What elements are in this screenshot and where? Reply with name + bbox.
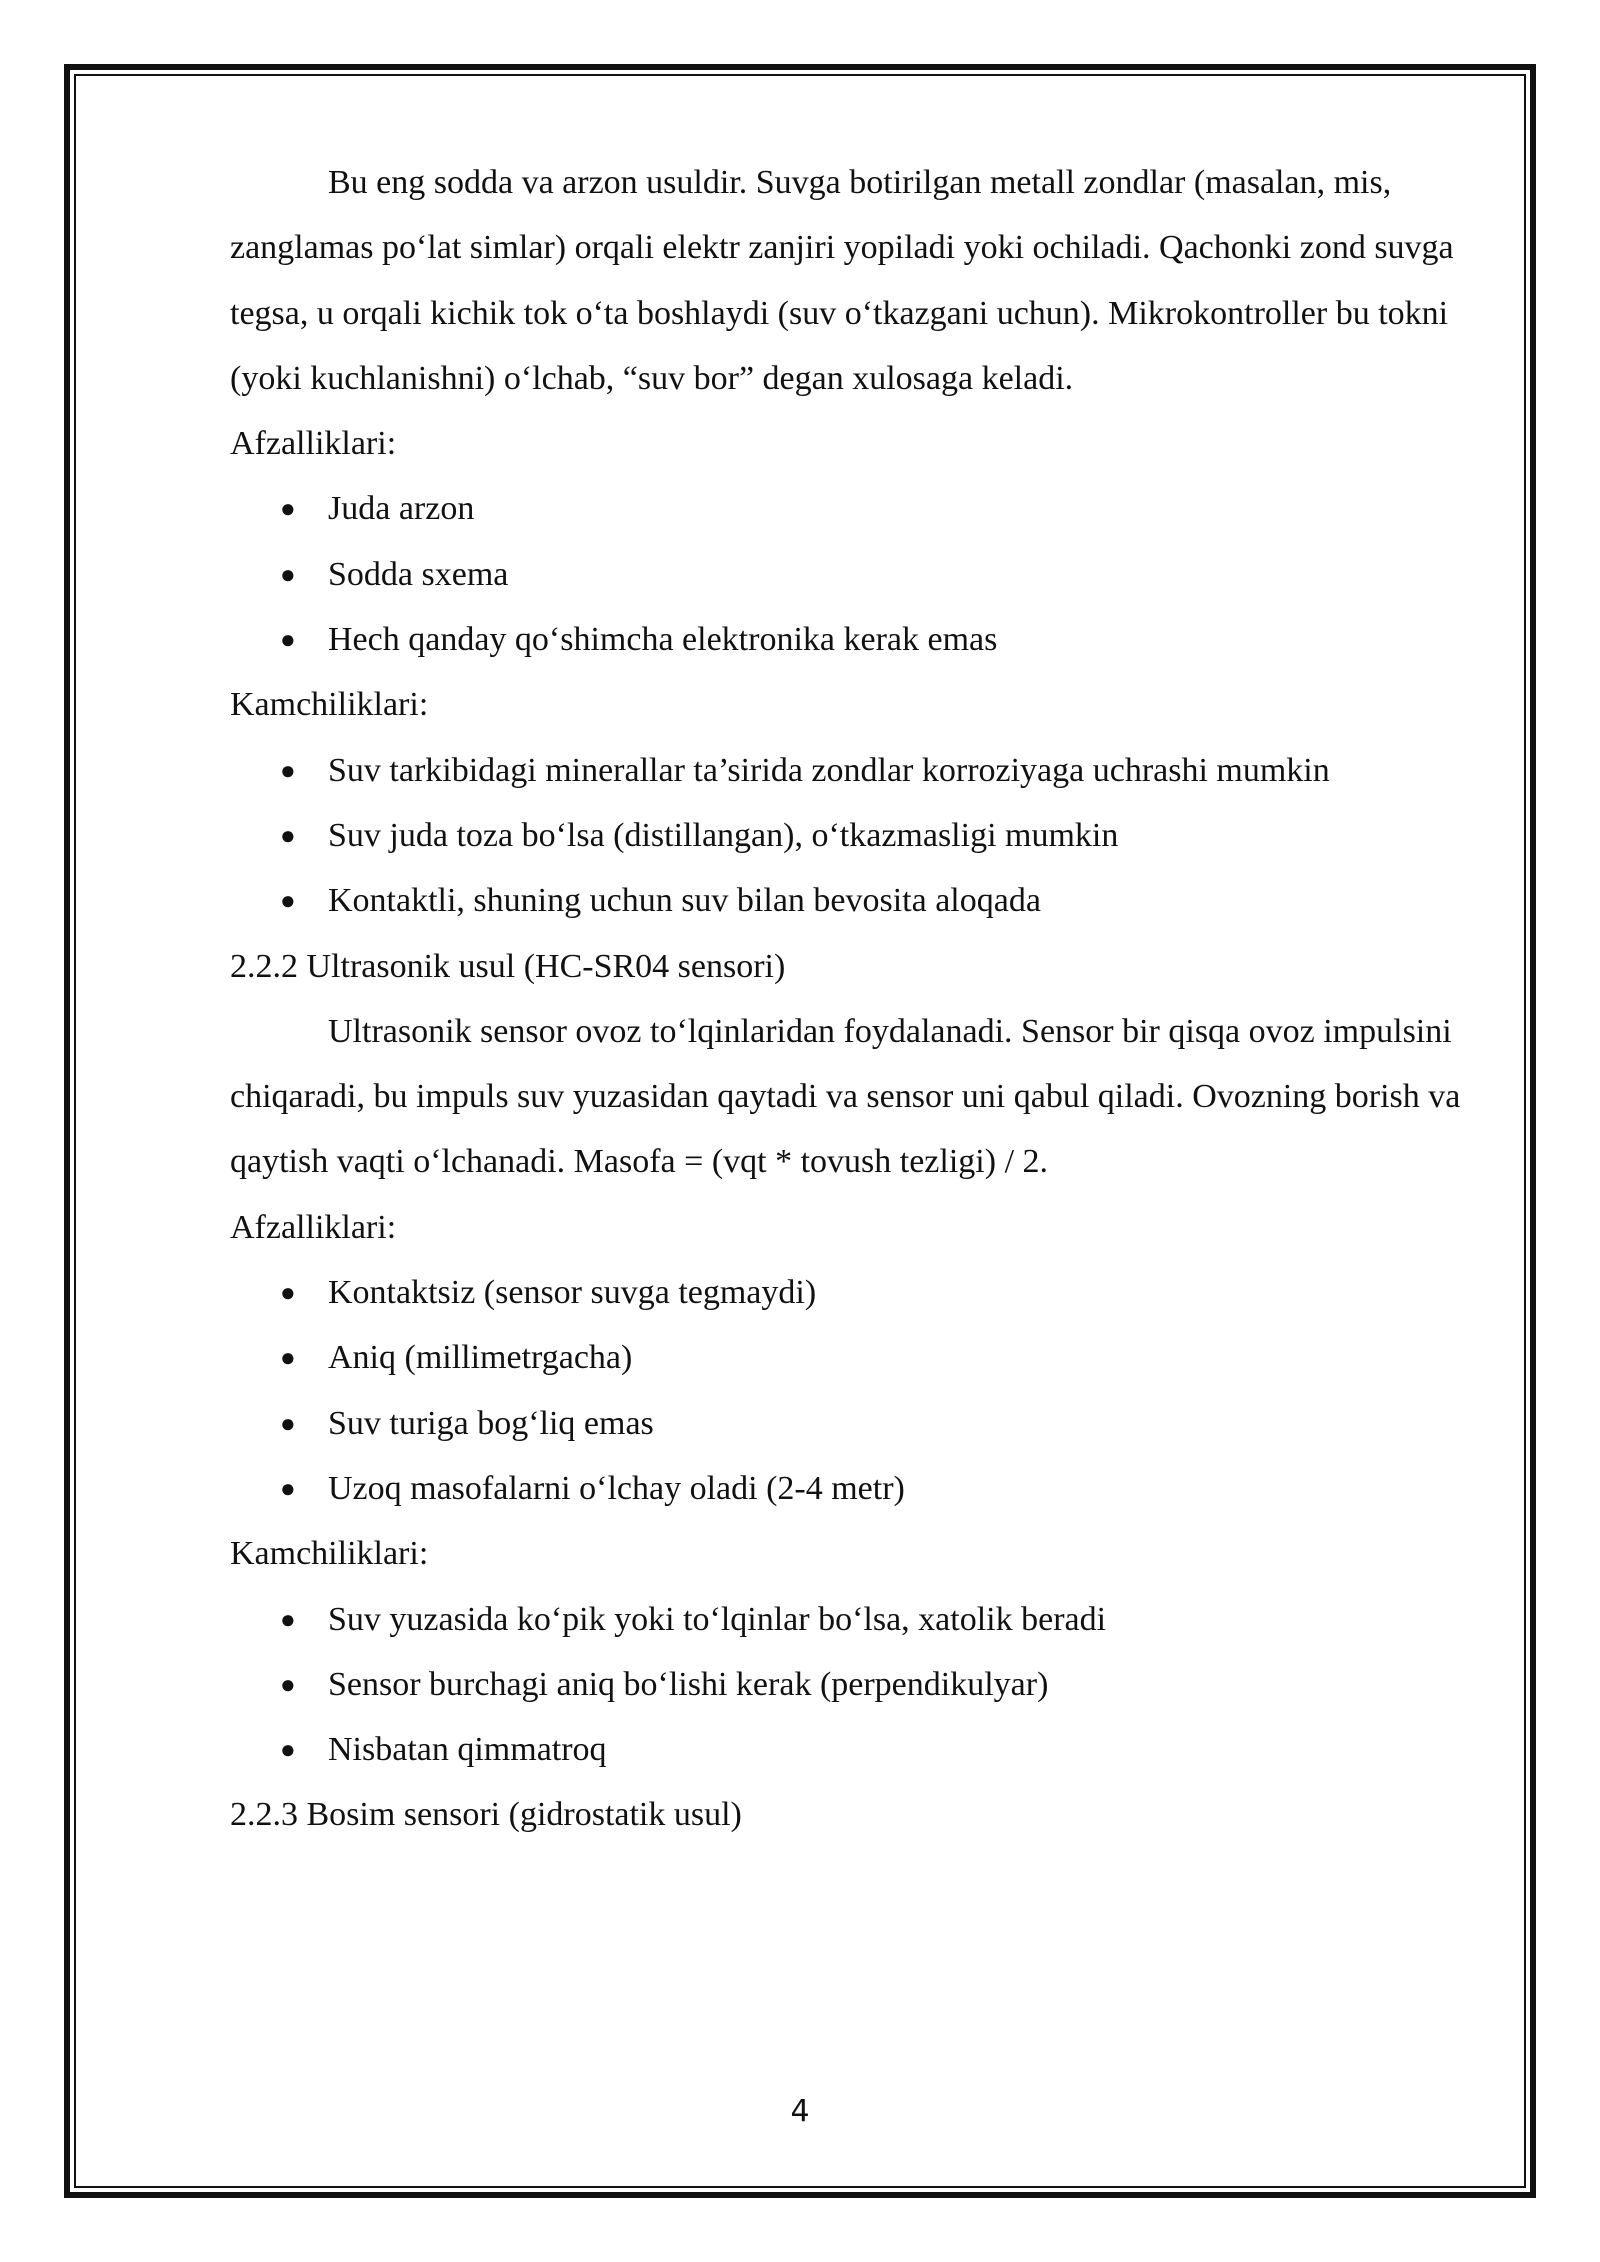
list-item: ● Kontaktsiz (sensor suvga tegmaydi) — [230, 1260, 1520, 1325]
advantages-list — [230, 1260, 1520, 1521]
disadvantages-list — [230, 738, 1520, 934]
disadvantages-label: Kamchiliklari: — [230, 1535, 429, 1573]
bullet-icon: ● — [280, 494, 296, 524]
bullet-icon: ● — [280, 1669, 296, 1699]
bullet-icon: ● — [280, 1604, 296, 1634]
bullet-icon: ● — [280, 755, 296, 785]
list-item: ● Sodda sxema — [230, 542, 1520, 607]
list-item: ● Uzoq masofalarni o‘lchay oladi (2-4 metr) — [230, 1456, 1520, 1521]
section-heading-2-2-3: 2.2.3 Bosim sensori (gidrostatik usul) — [230, 1796, 742, 1834]
bullet-icon: ● — [280, 625, 296, 655]
advantages-list — [230, 476, 1520, 672]
list-item: ● Suv tarkibidagi minerallar ta’sirida zondlar korroziyaga uchrashi mumkin — [230, 738, 1520, 803]
list-item: ● Suv turiga bog‘liq emas — [230, 1391, 1520, 1456]
page-content — [230, 150, 1520, 1848]
list-item: ● Aniq (millimetrgacha) — [230, 1325, 1520, 1390]
list-item: ● Kontaktli, shuning uchun suv bilan bevosita aloqada — [230, 868, 1520, 933]
bullet-icon: ● — [280, 1278, 296, 1308]
advantages-label: Afzalliklari: — [230, 425, 397, 463]
bullet-icon: ● — [280, 886, 296, 916]
list-item: ● Hech qanday qo‘shimcha elektronika kerak emas — [230, 607, 1520, 672]
section-heading-2-2-2: 2.2.2 Ultrasonik usul (HC-SR04 sensori) — [230, 947, 786, 985]
intro-paragraph: Bu eng sodda va arzon usuldir. Suvga botirilgan metall zondlar (masalan, mis, zanglamas po‘lat simlar) orqali elektr zanjiri yopiladi yoki ochiladi. Qachonki zond suvga tegsa, u orqali kichik tok o‘ta boshlaydi (suv o‘tkazgani uchun). Mikrokontroller bu tokni (yoki kuchlanishni) o‘lchab, “suv bor” degan xulosaga keladi. — [230, 164, 1454, 397]
ultrasonic-paragraph: Ultrasonik sensor ovoz to‘lqinlaridan foydalanadi. Sensor bir qisqa ovoz impulsini chiqaradi, bu impuls suv yuzasidan qaytadi va sensor uni qabul qiladi. Ovozning borish va qaytish vaqti o‘lchanadi. Masofa = (vqt * tovush tezligi) / 2. — [230, 1012, 1461, 1181]
list-item: ● Suv yuzasida ko‘pik yoki to‘lqinlar bo‘lsa, xatolik beradi — [230, 1587, 1520, 1652]
list-item: ● Juda arzon — [230, 476, 1520, 541]
disadvantages-label: Kamchiliklari: — [230, 686, 429, 724]
page-number: 4 — [790, 2094, 810, 2129]
bullet-icon: ● — [280, 1343, 296, 1373]
bullet-icon: ● — [280, 1735, 296, 1765]
list-item: ● Nisbatan qimmatroq — [230, 1717, 1520, 1782]
disadvantages-list — [230, 1587, 1520, 1783]
bullet-icon: ● — [280, 820, 296, 850]
list-item: ● Sensor burchagi aniq bo‘lishi kerak (perpendikulyar) — [230, 1652, 1520, 1717]
advantages-label: Afzalliklari: — [230, 1208, 397, 1246]
bullet-icon: ● — [280, 559, 296, 589]
bullet-icon: ● — [280, 1408, 296, 1438]
bullet-icon: ● — [280, 1473, 296, 1503]
list-item: ● Suv juda toza bo‘lsa (distillangan), o‘tkazmasligi mumkin — [230, 803, 1520, 868]
